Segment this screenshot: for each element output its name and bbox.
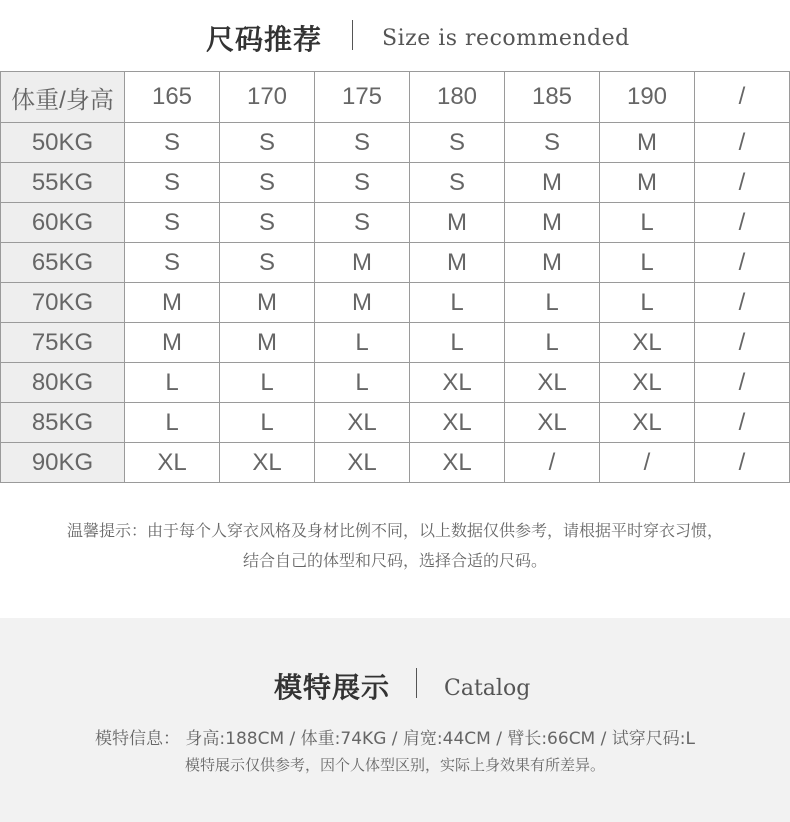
tip-line-2: 结合自己的体型和尺码，选择合适的尺码。 xyxy=(242,551,547,570)
height-header: / xyxy=(695,72,790,123)
size-cell: M xyxy=(315,283,410,323)
tip-line-1: 温馨提示：由于每个人穿衣风格及身材比例不同，以上数据仅供参考，请根据平时穿衣习惯， xyxy=(66,521,723,540)
size-cell: / xyxy=(600,443,695,483)
size-cell: XL xyxy=(600,323,695,363)
size-cell: L xyxy=(505,323,600,363)
table-row xyxy=(1,403,790,443)
table-row xyxy=(1,323,790,363)
table-row xyxy=(1,243,790,283)
size-cell: XL xyxy=(220,443,315,483)
size-cell: S xyxy=(125,243,220,283)
size-cell: / xyxy=(695,243,790,283)
size-cell: S xyxy=(220,123,315,163)
height-header: 185 xyxy=(505,72,600,123)
size-cell: M xyxy=(315,243,410,283)
weight-label: 90KG xyxy=(1,443,125,483)
size-cell: S xyxy=(125,163,220,203)
size-cell: L xyxy=(125,363,220,403)
size-cell: L xyxy=(410,323,505,363)
size-cell: / xyxy=(695,323,790,363)
size-cell: / xyxy=(505,443,600,483)
size-cell: L xyxy=(125,403,220,443)
weight-label: 70KG xyxy=(1,283,125,323)
weight-label: 75KG xyxy=(1,323,125,363)
size-cell: S xyxy=(220,203,315,243)
size-cell: M xyxy=(410,243,505,283)
size-cell: XL xyxy=(505,403,600,443)
size-cell: S xyxy=(315,123,410,163)
size-cell: M xyxy=(505,163,600,203)
size-cell: / xyxy=(695,163,790,203)
size-cell: XL xyxy=(410,403,505,443)
size-cell: / xyxy=(695,203,790,243)
catalog-divider xyxy=(416,668,417,698)
size-cell: M xyxy=(220,323,315,363)
corner-label: 体重/身高 xyxy=(1,72,125,123)
height-header: 165 xyxy=(125,72,220,123)
size-cell: S xyxy=(125,203,220,243)
size-cell: XL xyxy=(505,363,600,403)
model-info: 模特信息： 身高:188CM / 体重:74KG / 肩宽:44CM / 臂长:66CM / 试穿尺码:L xyxy=(95,729,695,749)
weight-label: 55KG xyxy=(1,163,125,203)
height-header: 175 xyxy=(315,72,410,123)
size-cell: M xyxy=(505,243,600,283)
table-row xyxy=(1,163,790,203)
size-cell: XL xyxy=(410,443,505,483)
catalog-title-cn: 模特展示 xyxy=(274,671,391,704)
size-cell: XL xyxy=(410,363,505,403)
table-row xyxy=(1,123,790,163)
size-table xyxy=(0,71,790,483)
size-cell: XL xyxy=(315,443,410,483)
catalog-title-en: Catalog xyxy=(444,676,531,701)
size-tip xyxy=(20,516,770,576)
size-cell: / xyxy=(695,403,790,443)
header-row xyxy=(1,72,790,123)
size-cell: L xyxy=(315,323,410,363)
height-header: 180 xyxy=(410,72,505,123)
height-header: 170 xyxy=(220,72,315,123)
size-cell: XL xyxy=(315,403,410,443)
size-cell: S xyxy=(410,123,505,163)
size-cell: M xyxy=(125,283,220,323)
size-cell: M xyxy=(600,163,695,203)
size-cell: S xyxy=(220,243,315,283)
size-cell: S xyxy=(220,163,315,203)
size-cell: L xyxy=(220,403,315,443)
weight-label: 65KG xyxy=(1,243,125,283)
size-cell: / xyxy=(695,123,790,163)
size-title-en: Size is recommended xyxy=(382,26,630,51)
table-row xyxy=(1,443,790,483)
weight-label: 60KG xyxy=(1,203,125,243)
size-cell: L xyxy=(505,283,600,323)
size-cell: L xyxy=(600,283,695,323)
size-cell: XL xyxy=(600,403,695,443)
size-cell: / xyxy=(695,363,790,403)
size-cell: L xyxy=(410,283,505,323)
size-cell: S xyxy=(410,163,505,203)
size-cell: L xyxy=(600,203,695,243)
size-cell: M xyxy=(125,323,220,363)
height-header: 190 xyxy=(600,72,695,123)
table-row xyxy=(1,203,790,243)
size-cell: S xyxy=(125,123,220,163)
size-cell: / xyxy=(695,283,790,323)
model-note: 模特展示仅供参考，因个人体型区别，实际上身效果有所差异。 xyxy=(184,756,605,774)
title-divider xyxy=(352,20,353,50)
size-cell: XL xyxy=(600,363,695,403)
size-cell: / xyxy=(695,443,790,483)
size-cell: L xyxy=(315,363,410,403)
size-cell: M xyxy=(505,203,600,243)
size-title-cn: 尺码推荐 xyxy=(206,23,323,56)
size-cell: M xyxy=(600,123,695,163)
size-cell: L xyxy=(220,363,315,403)
size-cell: M xyxy=(410,203,505,243)
size-cell: S xyxy=(505,123,600,163)
size-cell: M xyxy=(220,283,315,323)
weight-label: 85KG xyxy=(1,403,125,443)
size-cell: XL xyxy=(125,443,220,483)
size-cell: S xyxy=(315,203,410,243)
table-row xyxy=(1,283,790,323)
weight-label: 80KG xyxy=(1,363,125,403)
size-title-row xyxy=(0,14,790,60)
catalog-section xyxy=(0,618,790,822)
table-row xyxy=(1,363,790,403)
size-cell: S xyxy=(315,163,410,203)
weight-label: 50KG xyxy=(1,123,125,163)
size-cell: L xyxy=(600,243,695,283)
